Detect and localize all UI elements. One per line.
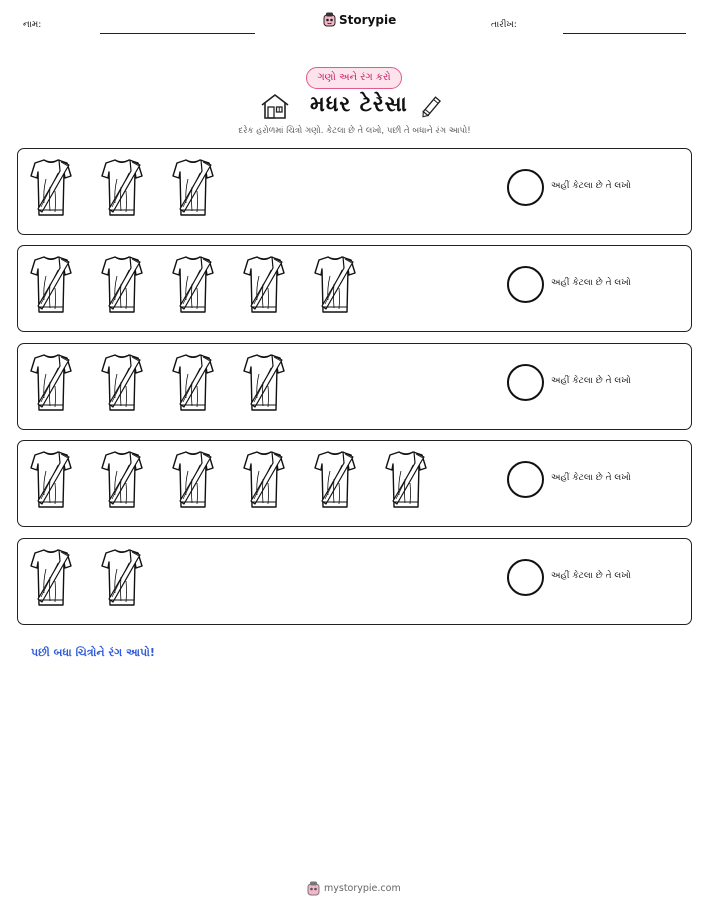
storypie-footer-logo-icon: [307, 881, 320, 896]
sari-icon[interactable]: [172, 352, 214, 414]
activity-pill: ગણો અને રંગ કરો: [306, 67, 402, 89]
title-row: [260, 90, 450, 122]
sari-icon[interactable]: [243, 449, 285, 511]
sari-icon[interactable]: [314, 449, 356, 511]
sari-icon[interactable]: [30, 157, 72, 219]
sari-icon[interactable]: [30, 352, 72, 414]
color-instruction: પછી બધા ચિત્રોને રંગ આપો!: [31, 646, 155, 659]
sari-icon[interactable]: [172, 449, 214, 511]
sari-icon[interactable]: [101, 449, 143, 511]
sari-icon[interactable]: [385, 449, 427, 511]
sari-icon[interactable]: [172, 157, 214, 219]
house-icon: [260, 92, 290, 120]
sari-icon[interactable]: [30, 254, 72, 316]
answer-circle[interactable]: [507, 461, 544, 498]
brand-name: Storypie: [339, 12, 397, 27]
answer-circle[interactable]: [507, 169, 544, 206]
answer-label: અહીં કેટલા છે તે લખો: [551, 473, 631, 483]
answer-circle[interactable]: [507, 364, 544, 401]
answer-label: અહીં કેટલા છે તે લખો: [551, 278, 631, 288]
sari-icon[interactable]: [101, 352, 143, 414]
sari-icon[interactable]: [101, 157, 143, 219]
count-row: [17, 440, 692, 527]
brand-logo: [323, 12, 396, 27]
name-line[interactable]: [100, 33, 255, 34]
sari-icon[interactable]: [243, 352, 285, 414]
sari-icon[interactable]: [314, 254, 356, 316]
sari-icon[interactable]: [101, 254, 143, 316]
count-row: [17, 538, 692, 625]
count-row: [17, 343, 692, 430]
answer-label: અહીં કેટલા છે તે લખો: [551, 181, 631, 191]
sari-icon[interactable]: [30, 547, 72, 609]
answer-label: અહીં કેટલા છે તે લખો: [551, 571, 631, 581]
count-row: [17, 245, 692, 332]
answer-label: અહીં કેટલા છે તે લખો: [551, 376, 631, 386]
sari-icon[interactable]: [172, 254, 214, 316]
sari-icon[interactable]: [243, 254, 285, 316]
sari-icon[interactable]: [30, 449, 72, 511]
date-line[interactable]: [563, 33, 686, 34]
footer-site: mystorypie.com: [324, 883, 401, 894]
answer-circle[interactable]: [507, 559, 544, 596]
instructions: દરેક હરોળમાં ચિત્રો ગણો. કેટલા છે તે લખો, પછી તે બધાને રંગ આપો!: [238, 126, 471, 136]
page-title: મધર ટેરેસા: [310, 92, 408, 116]
count-row: [17, 148, 692, 235]
date-label: તારીખ:: [491, 20, 517, 30]
answer-circle[interactable]: [507, 266, 544, 303]
footer: [307, 881, 401, 896]
storypie-logo-icon: [323, 12, 336, 27]
name-label: નામ:: [23, 20, 42, 30]
pencil-icon: [418, 92, 446, 120]
sari-icon[interactable]: [101, 547, 143, 609]
